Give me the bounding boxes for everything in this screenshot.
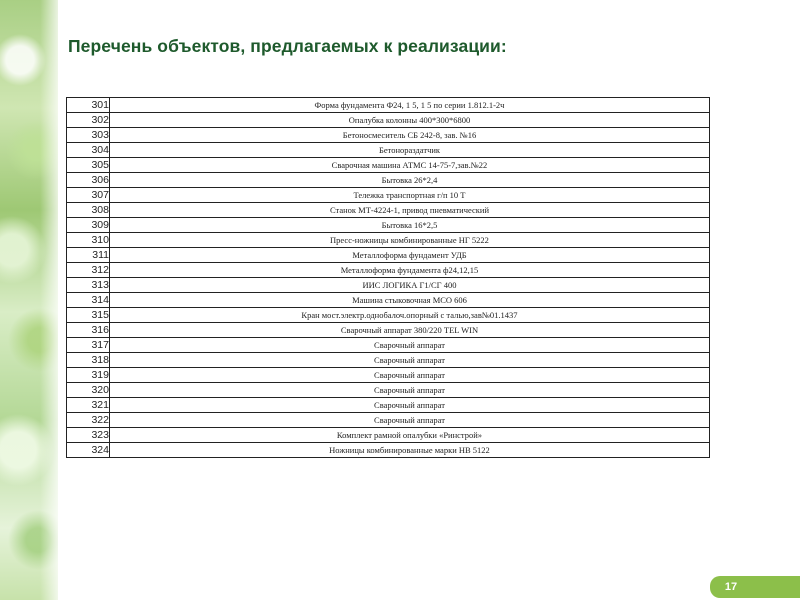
- table-row: [67, 158, 710, 173]
- table-row: [67, 413, 710, 428]
- table-row: [67, 428, 710, 443]
- row-number: 309: [67, 218, 110, 233]
- row-number: 317: [67, 338, 110, 353]
- object-name: Металлоформа фундамент УДБ: [110, 248, 710, 263]
- table-row: [67, 263, 710, 278]
- table-row: [67, 113, 710, 128]
- table-row: [67, 338, 710, 353]
- table-row: [67, 173, 710, 188]
- table-row: [67, 233, 710, 248]
- object-name: Форма фундамента Ф24, 1 5, 1 5 по серии 1.812.1-2ч: [110, 98, 710, 113]
- objects-table-body: [67, 98, 710, 458]
- row-number: 318: [67, 353, 110, 368]
- table-row: [67, 353, 710, 368]
- object-name: Сварочный аппарат: [110, 398, 710, 413]
- page-number: 17: [724, 581, 738, 593]
- object-name: Бытовка 16*2,5: [110, 218, 710, 233]
- row-number: 314: [67, 293, 110, 308]
- row-number: 322: [67, 413, 110, 428]
- row-number: 301: [67, 98, 110, 113]
- page-number-badge: [710, 576, 800, 598]
- object-name: Металлоформа фундамента ф24,12,15: [110, 263, 710, 278]
- object-name: Пресс-ножницы комбинированные НГ 5222: [110, 233, 710, 248]
- table-row: [67, 368, 710, 383]
- table-row: [67, 398, 710, 413]
- row-number: 307: [67, 188, 110, 203]
- table-row: [67, 443, 710, 458]
- row-number: 321: [67, 398, 110, 413]
- object-name: Сварочная машина АТМС 14-75-7,зав.№22: [110, 158, 710, 173]
- object-name: Сварочный аппарат 380/220 TEL WIN: [110, 323, 710, 338]
- object-name: Сварочный аппарат: [110, 353, 710, 368]
- object-name: Кран мост.электр.однобалоч.опорный с талью,зав№01.1437: [110, 308, 710, 323]
- object-name: Бетоносмеситель СБ 242-8, зав. №16: [110, 128, 710, 143]
- table-row: [67, 218, 710, 233]
- object-name: Станок МТ-4224-1, привод пневматический: [110, 203, 710, 218]
- row-number: 306: [67, 173, 110, 188]
- row-number: 313: [67, 278, 110, 293]
- row-number: 316: [67, 323, 110, 338]
- object-name: ИИС ЛОГИКА Г1/СГ 400: [110, 278, 710, 293]
- slide-title: Перечень объектов, предлагаемых к реализации:: [68, 36, 507, 56]
- row-number: 315: [67, 308, 110, 323]
- object-name: Сварочный аппарат: [110, 338, 710, 353]
- object-name: Машина стыковочная МСО 606: [110, 293, 710, 308]
- row-number: 305: [67, 158, 110, 173]
- row-number: 303: [67, 128, 110, 143]
- table-row: [67, 143, 710, 158]
- objects-table: [66, 97, 710, 458]
- row-number: 312: [67, 263, 110, 278]
- object-name: Тележка транспортная г/п 10 Т: [110, 188, 710, 203]
- table-row: [67, 323, 710, 338]
- row-number: 319: [67, 368, 110, 383]
- table-row: [67, 188, 710, 203]
- table-row: [67, 278, 710, 293]
- object-name: Бетонораздатчик: [110, 143, 710, 158]
- object-name: Комплект рамной опалубки «Ринстрой»: [110, 428, 710, 443]
- table-row: [67, 308, 710, 323]
- row-number: 302: [67, 113, 110, 128]
- table-row: [67, 248, 710, 263]
- table-row: [67, 383, 710, 398]
- decorative-fade: [40, 0, 64, 600]
- object-name: Ножницы комбинированные марки НВ 5122: [110, 443, 710, 458]
- row-number: 324: [67, 443, 110, 458]
- row-number: 308: [67, 203, 110, 218]
- object-name: Сварочный аппарат: [110, 383, 710, 398]
- table-row: [67, 128, 710, 143]
- object-name: Сварочный аппарат: [110, 368, 710, 383]
- object-name: Сварочный аппарат: [110, 413, 710, 428]
- object-name: Бытовка 26*2,4: [110, 173, 710, 188]
- row-number: 310: [67, 233, 110, 248]
- row-number: 304: [67, 143, 110, 158]
- table-row: [67, 98, 710, 113]
- table-row: [67, 293, 710, 308]
- table-row: [67, 203, 710, 218]
- object-name: Опалубка колонны 400*300*6800: [110, 113, 710, 128]
- row-number: 311: [67, 248, 110, 263]
- row-number: 323: [67, 428, 110, 443]
- row-number: 320: [67, 383, 110, 398]
